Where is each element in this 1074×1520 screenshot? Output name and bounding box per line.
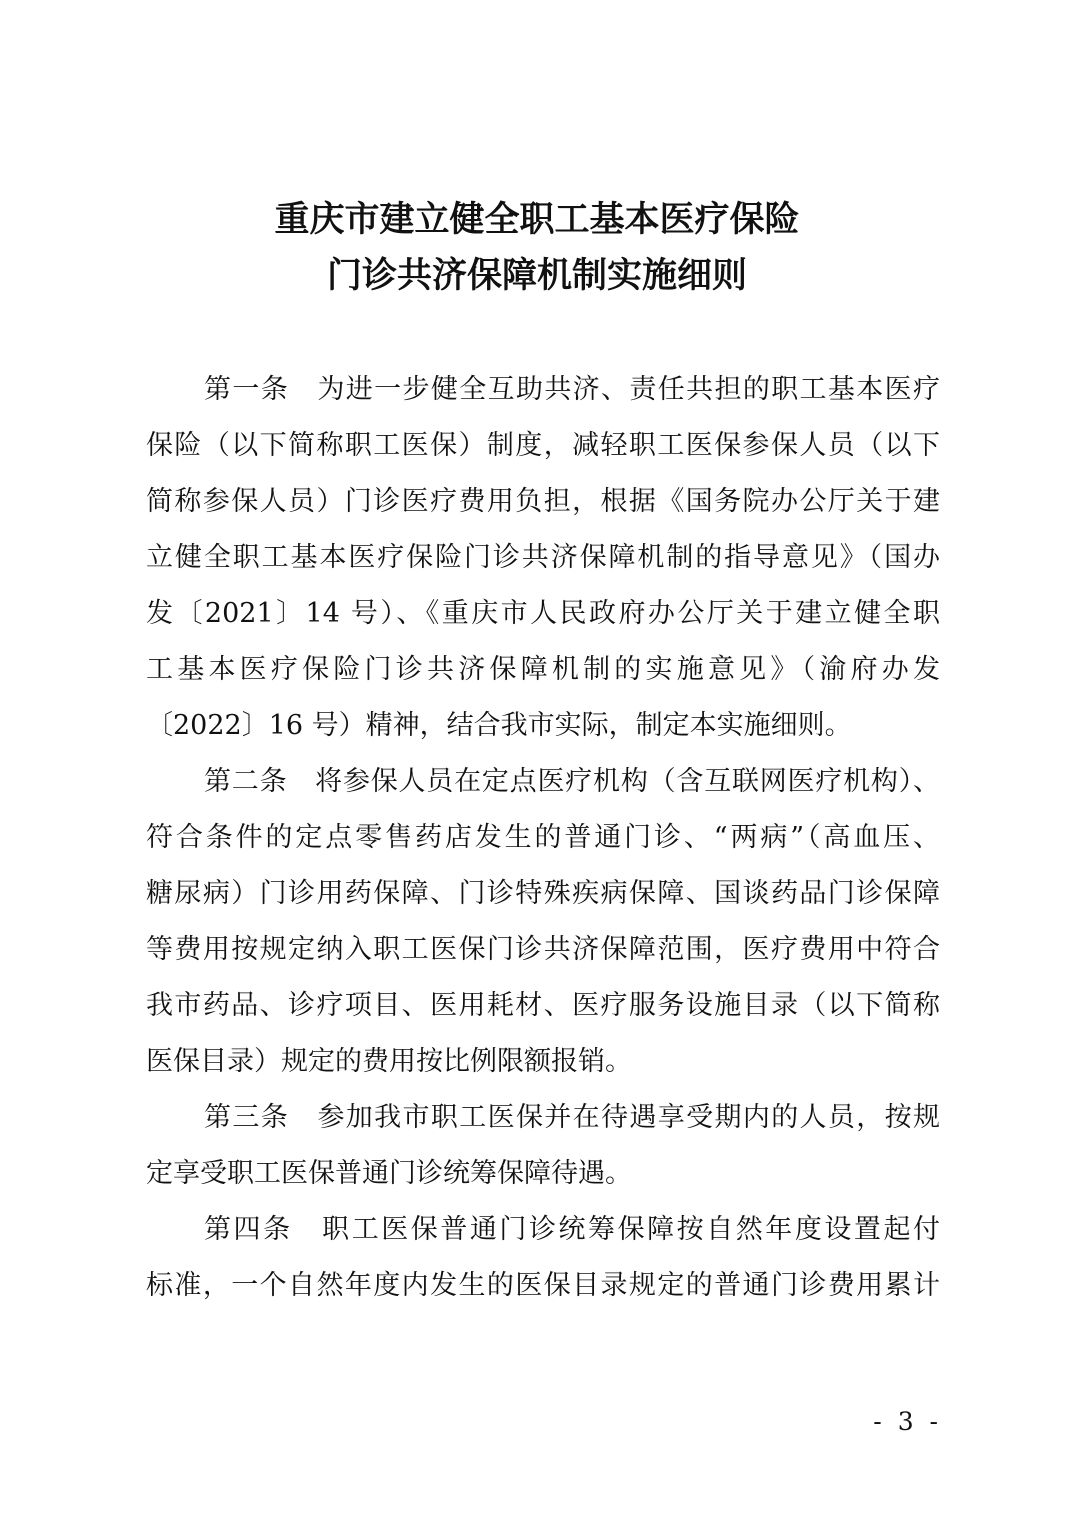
document-body [146, 362, 940, 1314]
body-line: 标准，一个自然年度内发生的医保目录规定的普通门诊费用累计 [146, 1270, 940, 1301]
body-line: 保险（以下简称职工医保）制度，减轻职工医保参保人员（以下 [146, 430, 940, 461]
body-line: 等费用按规定纳入职工医保门诊共济保障范围，医疗费用中符合 [146, 934, 940, 965]
body-line: 第一条 为进一步健全互助共济、责任共担的职工基本医疗 [204, 374, 940, 405]
body-line: 我市药品、诊疗项目、医用耗材、医疗服务设施目录（以下简称 [146, 990, 940, 1021]
body-line: 糖尿病）门诊用药保障、门诊特殊疾病保障、国谈药品门诊保障 [146, 878, 940, 909]
document-title-line-2: 门诊共济保障机制实施细则 [326, 256, 747, 296]
body-line: 医保目录）规定的费用按比例限额报销。 [146, 1046, 632, 1077]
body-line: 第四条 职工医保普通门诊统筹保障按自然年度设置起付 [204, 1214, 940, 1245]
body-line: 第二条 将参保人员在定点医疗机构（含互联网医疗机构）、 [204, 766, 940, 797]
body-line: 第三条 参加我市职工医保并在待遇享受期内的人员，按规 [204, 1102, 940, 1133]
page-number: - 3 - [873, 1407, 942, 1436]
body-line: 〔2022〕16 号）精神，结合我市实际，制定本实施细则。 [146, 710, 852, 741]
document-title-line-1: 重庆市建立健全职工基本医疗保险 [274, 200, 800, 240]
body-line: 符合条件的定点零售药店发生的普通门诊、“两病”（高血压、 [146, 822, 940, 853]
body-line: 立健全职工基本医疗保险门诊共济保障机制的指导意见》（国办 [146, 542, 940, 573]
body-line: 发〔2021〕14 号）、《重庆市人民政府办公厅关于建立健全职 [146, 598, 940, 629]
body-line: 定享受职工医保普通门诊统筹保障待遇。 [146, 1158, 632, 1189]
body-line: 简称参保人员）门诊医疗费用负担，根据《国务院办公厅关于建 [146, 486, 940, 517]
body-line: 工基本医疗保险门诊共济保障机制的实施意见》（渝府办发 [146, 654, 940, 685]
